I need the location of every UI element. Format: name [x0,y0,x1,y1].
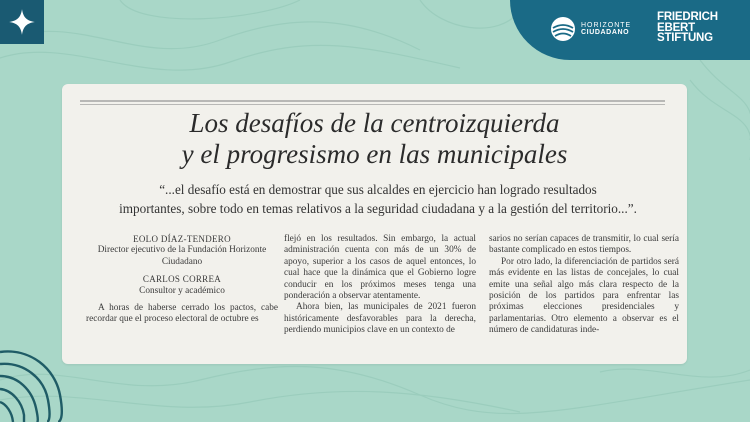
article-column-1 [86,234,278,326]
headline-line: Los desafíos de la centroizquierda [189,108,560,138]
top-rule [80,100,665,102]
partner-name-bottom: CIUDADANO [581,29,630,36]
body-paragraph: flejó en los resultados. Sin embargo, la actual administración cuenta con más de un 30% de apoyo, superior a los casos de aquel entonces, lo cual hace que la dinámica que el Gobierno logre conducir en los próximos meses tenga una ponderación a observar atentamente. [284,234,476,302]
body-paragraph: A horas de haberse cerrado los pactos, cabe recordar que el proceso electoral de octubre es [86,303,278,325]
foundation-logo-line: FRIEDRICH [657,11,718,23]
article-column-3 [489,234,679,337]
article-headline [62,108,687,170]
body-paragraph: sarios no serían capaces de transmitir, lo cual sería bastante complicado en estos tiempos. [489,234,679,256]
headline-line: y el progresismo en las municipales [181,139,568,169]
sparkle-star-icon [8,8,36,36]
foundation-logo-line: STIFTUNG [657,32,713,44]
top-rule-thin [80,104,665,105]
horizonte-ciudadano-logo [550,16,631,42]
partner-name-top: HORIZONTE [581,21,632,29]
author-role: Consultor y académico [139,285,225,296]
quote-line: “...el desafío está en demostrar que sus alcaldes en ejercicio han logrado resultados [159,182,597,197]
foundation-logo-line: EBERT [657,21,695,34]
quote-line: importantes, sobre todo en temas relativos a la seguridad ciudadana y a la gestión del territorio...”. [119,201,637,216]
pull-quote [88,180,668,218]
author-role: Director ejecutivo de la Fundación Horizonte Ciudadano [97,245,267,267]
author-name: CARLOS CORREA [142,274,222,285]
horizonte-ciudadano-logo-icon [550,16,576,42]
foundation-logo [657,12,718,44]
article-column-2 [284,234,476,337]
brand-header-bar [510,0,750,60]
sparkle-badge [0,0,44,44]
author-name: EOLO DÍAZ-TENDERO [133,234,231,244]
body-paragraph: Ahora bien, las municipales de 2021 fueron históricamente desfavorables para la derecha, perdiendo municipios clave en un contexto de [284,302,476,336]
newspaper-clipping [62,84,687,364]
body-paragraph: Por otro lado, la diferenciación de partidos será más evidente en las listas de concejales, lo cual emite una señal algo más clara respecto de la posición de los partidos para enfrentar las próximas elecciones presidenciales y parlamentarias. Otro elemento a observar es el número de candidaturas inde- [489,256,679,336]
